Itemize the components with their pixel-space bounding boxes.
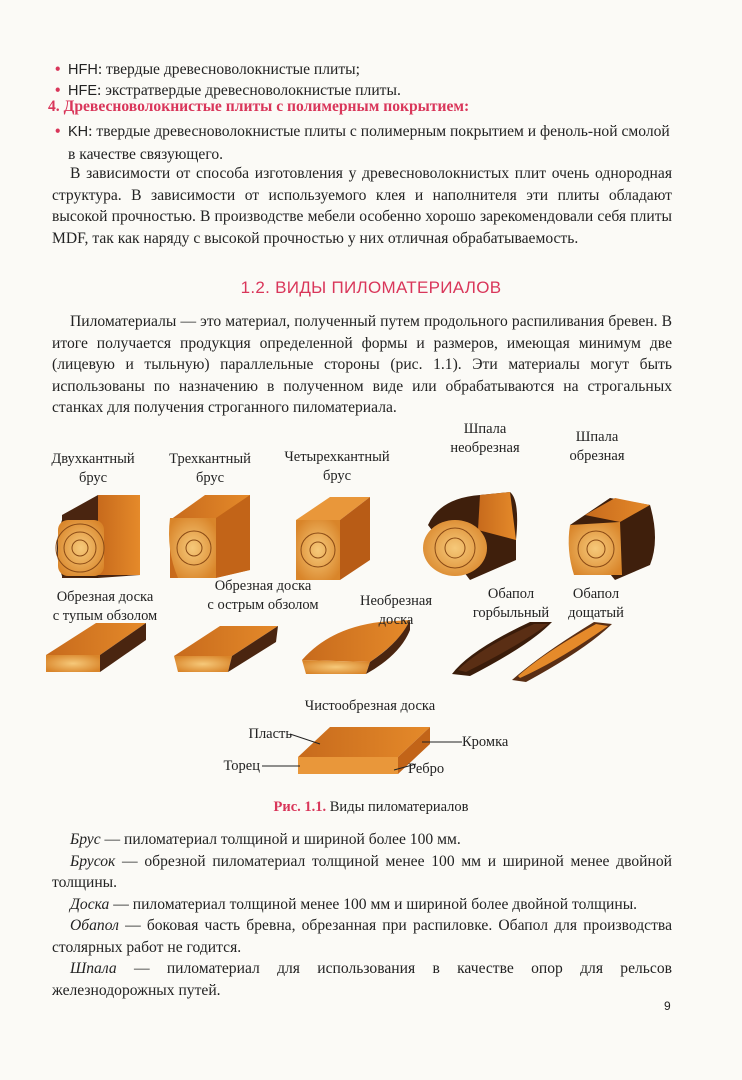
definitions (52, 829, 672, 1001)
sleeper-edged (569, 498, 655, 580)
paragraph-lumber: Пиломатериалы — это материал, полученный путем продольного распиливания бревен. В итоге получается продукция определенной формы и размеров, имеющая минимум две (лицевую и тыльную) параллельные стороны (рис. 1.1). Эти материалы могут быть использованы по назначению в полученном виде или обрабатываются на строгальных станках для получения строганного пиломатериала. (52, 313, 672, 416)
label-slab-humped: Обапол горбыльный (472, 586, 550, 621)
beam-three-edged (169, 495, 250, 578)
bullet-text: : твердые древесноволокнистые плиты с полимерным покрытием и феноль-ной смолой в качестве связующего. (68, 123, 670, 163)
section-title: 1.2. ВИДЫ ПИЛОМАТЕРИАЛОВ (240, 278, 502, 297)
beam-four-edged (296, 497, 370, 580)
code: HFE (68, 83, 97, 99)
sleeper-unedged (423, 492, 517, 580)
board-blunt-wane (46, 623, 146, 672)
label-rebro: Ребро (408, 761, 445, 777)
code: HFH (68, 62, 98, 78)
label-kromka: Кромка (462, 734, 509, 750)
definition-brusok: Брусок — обрезной пиломатериал толщиной менее 100 мм и шириной менее двойной толщины. (52, 852, 672, 891)
code: KH (68, 124, 89, 140)
definition-doska: Доска — пиломатериал толщиной менее 100 мм и шириной более двойной толщины. (70, 895, 638, 913)
caption-text: Виды пиломатериалов (326, 799, 469, 815)
definition-shpala: Шпала — пиломатериал для использования в качестве опор для рельсов железнодорожных путей. (52, 960, 672, 999)
subheading-polymer: 4. Древесноволокнистые плиты с полимерным покрытием: (48, 98, 470, 115)
label-sleeper-unedged: Шпала необрезная (450, 421, 520, 456)
definition-brus: Брус — пиломатериал толщиной и шириной более 100 мм. (70, 831, 461, 848)
label-sleeper-edged: Шпала обрезная (569, 429, 625, 464)
paragraph-fibreboard: В зависимости от способа изготовления у древесноволокнистых плит очень однородная структура. В зависимости от используемого клея и наполнителя эти плиты обладают высокой прочностью. В производстве мебели особенно хорошо зарекомендовали себя плиты MDF, так как наряду с высокой прочностью у них отличная обрабатываемость. (52, 165, 672, 247)
bullet-text: : твердые древесноволокнистые плиты; (97, 61, 360, 78)
board-sharp-wane (174, 626, 278, 672)
label-board-blunt: Обрезная доска с тупым обзолом (52, 589, 158, 624)
label-four-edged: Четырехкантный брус (284, 449, 390, 484)
label-plast: Пласть (248, 726, 292, 742)
bullet-dot: • (55, 61, 61, 78)
label-three-edged: Трехкантный брус (169, 451, 251, 486)
label-clean-board: Чистообрезная доска (304, 698, 436, 714)
bullet-dot: • (55, 82, 61, 99)
label-torets: Торец (223, 758, 260, 774)
label-board-sharp: Обрезная доска с острым обзолом (207, 578, 319, 613)
label-two-edged: Двухкантный брус (51, 451, 135, 486)
label-slab-boarded: Обапол дощатый (568, 586, 624, 621)
label-board-unedged: Необрезная доска (360, 593, 432, 628)
caption-number: Рис. 1.1. (273, 799, 327, 815)
figure-caption (0, 799, 742, 816)
beam-two-edged (56, 495, 140, 578)
bullet-dot: • (55, 123, 61, 140)
definition-obapol: Обапол — боковая часть бревна, обрезанная при распиловке. Обапол для производства столярных работ не годится. (52, 917, 672, 956)
bullet-text: : экстратвердые древесноволокнистые плиты. (97, 82, 401, 99)
page-number: 9 (664, 999, 671, 1013)
